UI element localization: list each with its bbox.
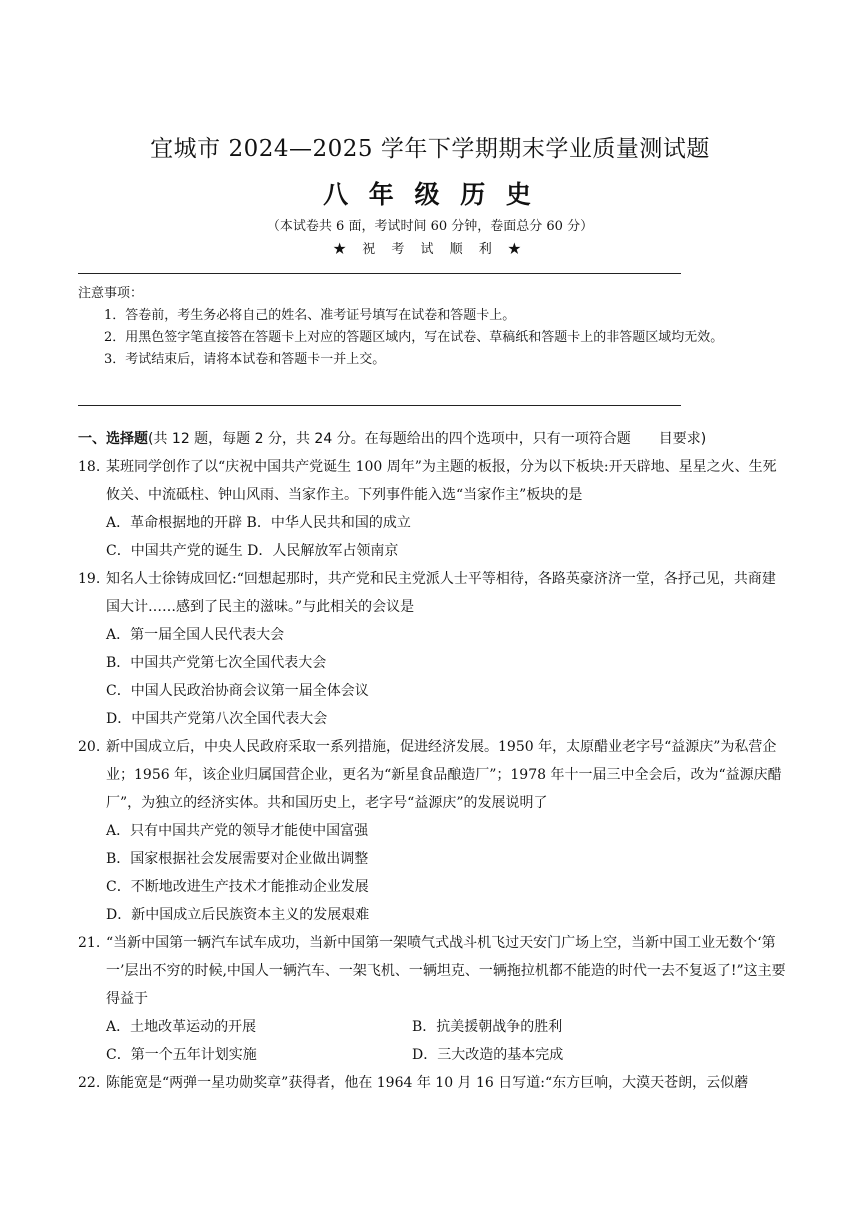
question-stem: 某班同学创作了以“庆祝中国共产党诞生 100 周年”为主题的板报，分为以下板块:开天辟地、星星之火、生死攸关、中流砥柱、钟山风雨、当家作主。下列事件能入选“当家作主”板块的是 <box>106 459 777 503</box>
exam-info: （本试卷共 6 面，考试时间 60 分钟，卷面总分 60 分） <box>266 219 594 234</box>
question-18 <box>78 453 788 565</box>
option-d: D．新中国成立后民族资本主义的发展艰难 <box>106 907 370 923</box>
option-a: A．只有中国共产党的领导才能使中国富强 <box>106 823 369 839</box>
option-line: A．革命根据地的开辟 B．中华人民共和国的成立 <box>106 515 411 531</box>
option-d: D．三大改造的基本完成 <box>412 1047 564 1063</box>
option-a: A．土地改革运动的开展 <box>106 1019 257 1035</box>
question-number: 20. <box>78 739 101 755</box>
question-stem: 知名人士徐铸成回忆:“回想起那时，共产党和民主党派人士平等相待，各路英豪济济一堂，各抒己见，共商建国大计……感到了民主的滋味。”与此相关的会议是 <box>106 571 776 615</box>
option-b: B．抗美援朝战争的胜利 <box>412 1019 563 1035</box>
option-row <box>78 1013 788 1041</box>
divider-top <box>78 273 681 274</box>
option-row <box>78 1041 788 1069</box>
question-20 <box>78 733 788 929</box>
question-number: 18. <box>78 459 101 475</box>
option-a: A．第一届全国人民代表大会 <box>106 627 285 643</box>
section-label: 一、选择题 <box>78 431 148 447</box>
exam-title: 宜城市 2024—2025 学年下学期期末学业质量测试题 <box>150 136 710 162</box>
notice-block <box>78 283 786 371</box>
question-number: 21. <box>78 935 101 951</box>
notice-item: 1．答卷前，考生务必将自己的姓名、准考证号填写在试卷和答题卡上。 <box>104 308 516 323</box>
notice-heading: 注意事项： <box>78 286 144 301</box>
question-stem: 新中国成立后，中央人民政府采取一系列措施，促进经济发展。1950 年，太原醋业老字号“益源庆”为私营企业；1956 年，该企业归属国营企业，更名为“新星食品酿造厂”；1978 年十一届三中全会后，改为“益源庆醋厂”，为独立的经济实体。共和国历史上，老字号“益源庆”的发展说明了 <box>106 739 782 811</box>
option-b: B．中国共产党第七次全国代表大会 <box>106 655 327 671</box>
question-number: 19. <box>78 571 101 587</box>
option-d: D．中国共产党第八次全国代表大会 <box>106 711 328 727</box>
option-c: C．不断地改进生产技术才能推动企业发展 <box>106 879 369 895</box>
notice-item: 3．考试结束后，请将本试卷和答题卡一并上交。 <box>104 352 386 367</box>
question-19 <box>78 565 788 733</box>
section-instructions: (共 12 题，每题 2 分，共 24 分。在每题给出的四个选项中，只有一项符合题 目要求) <box>148 431 707 447</box>
option-line: C．中国共产党的诞生 D．人民解放军占领南京 <box>106 543 399 559</box>
good-luck-line: ★ 祝 考 试 顺 利 ★ <box>333 242 527 257</box>
option-c: C．中国人民政治协商会议第一届全体会议 <box>106 683 369 699</box>
section-heading <box>78 428 786 448</box>
notice-item: 2．用黑色签字笔直接答在答题卡上对应的答题区域内，写在试卷、草稿纸和答题卡上的非答题区域均无效。 <box>104 330 724 345</box>
question-stem: 陈能宽是“两弹一星功勋奖章”获得者，他在 1964 年 10 月 16 日写道:“东方巨响，大漠天苍朗，云似蘑 <box>106 1075 749 1091</box>
divider-bottom <box>78 405 681 406</box>
question-22 <box>78 1069 788 1097</box>
question-number: 22. <box>78 1075 101 1091</box>
question-stem: “当新中国第一辆汽车试车成功，当新中国第一架喷气式战斗机飞过天安门广场上空，当新中国工业无数个‘第一’层出不穷的时候,中国人一辆汽车、一架飞机、一辆坦克、一辆拖拉机都不能造的时代一去不复返了!”这主要得益于 <box>106 935 786 1007</box>
option-c: C．第一个五年计划实施 <box>106 1047 257 1063</box>
question-21 <box>78 929 788 1069</box>
exam-subject: 八 年 级 历 史 <box>323 180 537 209</box>
option-b: B．国家根据社会发展需要对企业做出调整 <box>106 851 369 867</box>
